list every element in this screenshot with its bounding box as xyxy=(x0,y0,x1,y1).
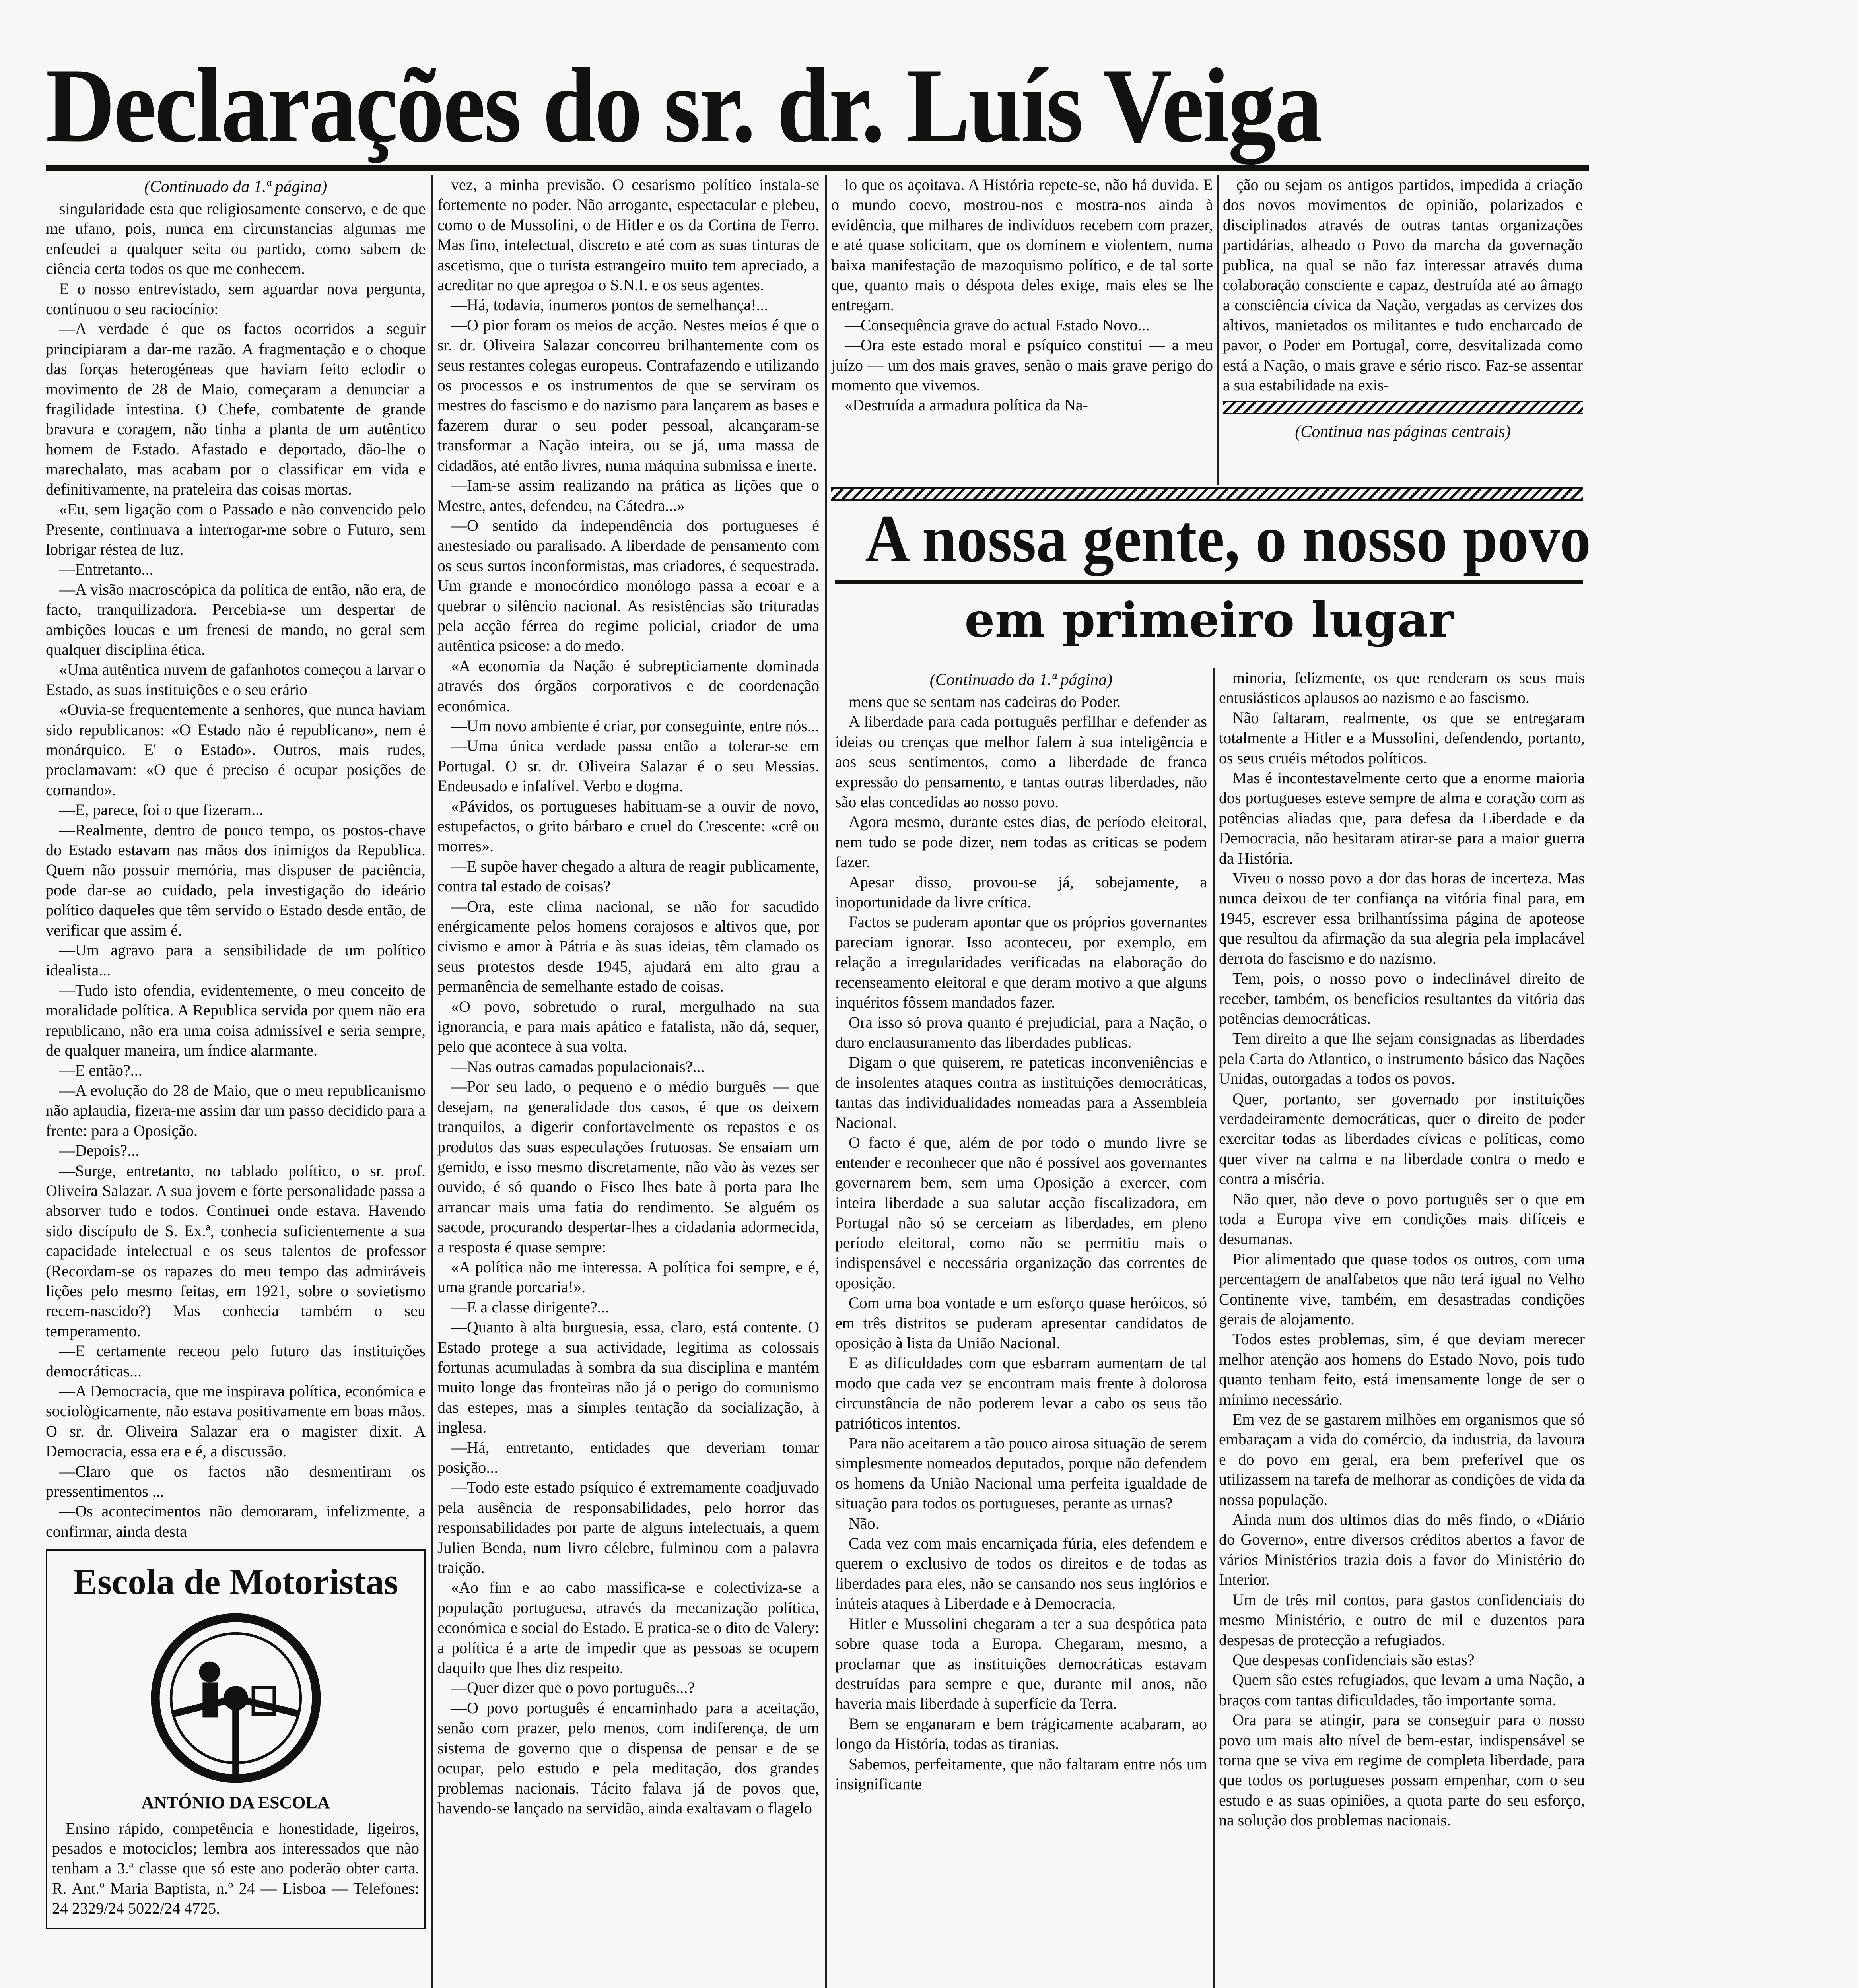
paragraph: Em vez de se gastarem milhões em organismos que só embaraçam a vida do comércio, da industria, da lavoura e do povo em geral, era bem preferível que os utilizassem na tarefa de melhorar as condições de vida da nossa população. xyxy=(1219,1410,1585,1508)
paragraph: —E a classe dirigente?... xyxy=(451,1298,609,1316)
paragraph: «Ao fim e ao cabo massifica-se e colectiviza-se a população portuguesa, através da mecanização política, económica e social do Estado. E pratica-se o dito de Valery: a política é a arte de impedir que as pessoas se ocupem daquilo que lhes diz respeito. xyxy=(437,1578,819,1677)
paragraph: —O sentido da independência dos portugueses é anestesiado ou paralisado. A liberdade de pensamento com os seus surtos inconformistas, mas criadores, é sequestrada. Um grande e monocórdico monólogo passa a ecoar e a quebrar o silêncio nacional. As resistências são trituradas pela acção férrea do regime policial, criador de uma autêntica psicose: a do medo. xyxy=(437,516,819,655)
paragraph: —Entretanto... xyxy=(59,560,154,579)
paragraph: mens que se sentam nas cadeiras do Poder. xyxy=(849,693,1121,711)
paragraph: «O povo, sobretudo o rural, mergulhado na sua ignorancia, e para mais apático e fatalista, não dá, sequer, pelo que acontece à sua volta. xyxy=(437,997,819,1056)
paragraph: Bem se enganaram e bem trágicamente acabaram, ao longo da História, todas as tiranias. xyxy=(835,1714,1207,1753)
col4-text xyxy=(1223,175,1583,395)
paragraph: «A economia da Nação é subrepticiamente dominada através dos órgãos corporativos e de coordenação económica. xyxy=(437,656,819,715)
paragraph: Factos se puderam apontar que os próprios governantes pareciam ignorar. Isso aconteceu, por exemplo, em relação a irregularidades verificadas na elaboração do recenseamento eleitoral e que deram motivo a que alguns inquéritos fôssem mandados fazer. xyxy=(835,913,1207,1011)
column-divider-4 xyxy=(1213,668,1215,1988)
paragraph: —Quanto à alta burguesia, essa, claro, está contente. O Estado protege a sua actividade, legitima as colossais fortunas acumuladas à sombra da sua disciplina e mantém muito longe das fronteiras não já o perigo do comunismo das estepes, mas a simples tentação da socialização, à inglesa. xyxy=(437,1318,819,1437)
paragraph: —Por seu lado, o pequeno e o médio burguês — que desejam, na generalidade dos casos, é que os deixem tranquilos, a digerir confortavelmente os repastos e os produtos das suas especulações frutuosas. Se ensaiam um gemido, e isso mesmo discretamente, não vão às vezes ser ouvido, é só quando o Fisco lhes bate à porta para lhe arrancar mais uma fatia do rendimento. Se alguém os sacode, procurando despertar-lhes a cidadania adormecida, a resposta é quase sempre: xyxy=(437,1077,819,1256)
paragraph: O facto é que, além de por todo o mundo livre se entender e reconhecer que não é possível aos governantes governarem bem, sem uma Oposição a exercer, com inteira liberdade a sua salutar acção fiscalizadora, em Portugal não só se cerceiam as liberdades, em pleno período eleitoral, como não se permitiu mais o indispensável e necessária organização das correntes de oposição. xyxy=(835,1133,1207,1292)
headline-rule xyxy=(46,165,1589,171)
paragraph: —Ora este estado moral e psíquico constitui — a meu juízo — um dos mais graves, senão o mais grave perigo do momento que vivemos. xyxy=(831,336,1213,394)
second-article-headline: A nossa gente, o nosso povo xyxy=(865,501,1591,576)
col6-text xyxy=(1219,668,1585,1831)
second-headline-rule xyxy=(835,580,1583,584)
paragraph: —Surge, entretanto, no tablado político, o sr. prof. Oliveira Salazar. A sua jovem e forte personalidade passa a absorver tudo e todos. Continuei onde estava. Havendo sido discípulo de S. Ex.ª, conhecia suficientemente a sua capacidade intelectual e os seus talentos de professor (Recordam-se os rapazes do meu tempo das admiráveis lições pelo mesmo feitas, em 1921, sobre o sovietismo recem-nascido?) Mas conhecia também o seu temperamento. xyxy=(46,1161,426,1340)
ad-text: Ensino rápido, competência e honestidade, ligeiros, pesados e motociclos; lembra aos interessados que não tenham a 3.ª classe que só este ano poderão obter carta. R. Ant.º Maria Baptista, n.º 24 — Lisboa — Telefones: 24 2329/24 5022/24 4725. xyxy=(52,1819,419,1918)
paragraph: «Uma autêntica nuvem de gafanhotos começou a larvar o Estado, as suas instituições e o seu erário xyxy=(46,660,426,699)
paragraph: «Destruída a armadura política da Na- xyxy=(845,396,1088,414)
advertisement xyxy=(46,1549,426,1929)
col5-text xyxy=(835,692,1207,1794)
article-column-1 xyxy=(46,175,426,1988)
paragraph: —Realmente, dentro de pouco tempo, os postos-chave do Estado estavam nas mãos dos inimigos da Republica. Quem não possuir memória, mas dispuser de paciência, pode dar-se ao cuidado, pela investigação do ideário político daqueles que têm servido o Estado desde então, de verificar que assim é. xyxy=(46,821,426,939)
continued-from-label: (Continuado da 1.ª página) xyxy=(144,178,327,196)
continued-to-label: (Continua nas páginas centrais) xyxy=(1295,423,1511,441)
continued-from-label-2: (Continuado da 1.ª página) xyxy=(929,671,1113,689)
paragraph: minoria, felizmente, os que renderam os seus mais entusiásticos aplausos ao nazismo e ao fascismo. xyxy=(1219,669,1585,707)
paragraph: Pior alimentado que quase todos os outros, com uma percentagem de analfabetos que não terá igual no Velho Continente vive, também, em desastradas condições gerais de alojamento. xyxy=(1219,1250,1585,1328)
paragraph: Não. xyxy=(849,1514,879,1532)
second-article-subheadline: em primeiro lugar xyxy=(964,592,1454,648)
paragraph: Apesar disso, provou-se já, sobejamente, a inoportunidade da livre crítica. xyxy=(835,873,1207,911)
paragraph: —O pior foram os meios de acção. Nestes meios é que o sr. dr. Oliveira Salazar concorreu brilhantemente com os seus restantes colegas europeus. Contrafazendo e utilizando os processos e os instrumentos de que se serviram os mestres do fascismo e do nazismo para lançarem as bases e fazerem durar o seu poder pessoal, alcançaram-se transformar a Nação inteira, ou se já, uma massa de cidadãos, até então livres, numa máquina submissa e inerte. xyxy=(437,316,819,474)
paragraph: Quer, portanto, ser governado por instituições verdadeiramente democráticas, quer o direito de poder exercitar todas as liberdades cívicas e políticas, como quer viver na calma e na liberdade contra o medo e contra a miséria. xyxy=(1219,1089,1585,1188)
paragraph: Tem, pois, o nosso povo o indeclinável direito de receber, também, os beneficios resultantes da vitória das potências democráticas. xyxy=(1219,969,1585,1027)
paragraph: —Iam-se assim realizando na prática as lições que o Mestre, antes, defendeu, na Cátedra...» xyxy=(437,476,819,514)
paragraph: Ainda num dos ultimos dias do mês findo, o «Diário do Governo», entre diversos créditos abertos a favor de vários Ministérios trazia dois a favor do Ministério do Interior. xyxy=(1219,1510,1585,1589)
article-separator xyxy=(831,487,1583,501)
paragraph: E o nosso entrevistado, sem aguardar nova pergunta, continuou o seu raciocínio: xyxy=(46,280,426,318)
column-divider-1 xyxy=(431,175,433,1988)
paragraph: Não faltaram, realmente, os que se entregaram totalmente a Hitler e a Mussolini, defendendo, portanto, os seus cruéis métodos políticos. xyxy=(1219,709,1585,767)
paragraph: —A verdade é que os factos ocorridos a seguir principiaram a dar-me razão. A fragmentação e o choque das forças heterogéneas que haviam feito eclodir o movimento de 28 de Maio, começaram a denunciar a fragilidade intestina. O Chefe, combatente de grande bravura e coragem, não tinha a planta de um autêntico homem de Estado. Afastado e deportado, dão-lhe o marechalato, mas acabam por o classificar em vida e definitivamente, na prateleira das coisas mortas. xyxy=(46,320,426,498)
paragraph: —Consequência grave do actual Estado Novo... xyxy=(845,316,1150,334)
article-column-4 xyxy=(1223,175,1583,493)
paragraph: —Um novo ambiente é criar, por conseguinte, entre nós... xyxy=(451,716,819,735)
paragraph: —O povo português é encaminhado para a aceitação, senão com prazer, pelo menos, com indiferença, de um sistema de governo que o dispensa de pensar e de se ocupar, pelo estudo e pela meditação, dos grandes problemas nacionais. Tácito falava já de povos que, havendo-se lançado na servidão, ainda exaltavam o flagelo xyxy=(437,1699,819,1817)
paragraph: —Há, todavia, inumeros pontos de semelhança!... xyxy=(451,296,768,314)
paragraph: Com uma boa vontade e um esforço quase heróicos, só em três distritos se puderam apresentar candidatos de oposição à lista da União Nacional. xyxy=(835,1294,1207,1352)
paragraph: E as dificuldades com que esbarram aumentam de tal modo que cada vez se encontram mais frente à dolorosa circunstância de não poderem levar a cabo os seus tão patrióticos intentos. xyxy=(835,1354,1207,1432)
paragraph: —Quer dizer que o povo português...? xyxy=(451,1679,695,1697)
paragraph: Viveu o nosso povo a dor das horas de incerteza. Mas nunca deixou de ter confiança na vitória final para, em 1945, escrever essa brilhantíssima página de apoteose que resultou da afirmação da sua alegria pela implacável derrota do fascismo e do nazismo. xyxy=(1219,869,1585,967)
paragraph: —Claro que os factos não desmentiram os pressentimentos ... xyxy=(46,1462,426,1500)
paragraph: —E então?... xyxy=(59,1061,142,1079)
ad-advertiser-name: ANTÓNIO DA ESCOLA xyxy=(141,1793,330,1813)
paragraph: Agora mesmo, durante estes dias, de período eleitoral, nem tudo se pode dizer, nem todas as criticas se podem fazer. xyxy=(835,813,1207,871)
column-divider-2 xyxy=(825,175,827,1988)
paragraph: —Os acontecimentos não demoraram, infelizmente, a confirmar, ainda desta xyxy=(46,1502,426,1540)
article-column-5 xyxy=(835,668,1207,1988)
paragraph: —Depois?... xyxy=(59,1142,140,1160)
paragraph: —E supõe haver chegado a altura de reagir publicamente, contra tal estado de coisas? xyxy=(437,857,819,895)
col1-text xyxy=(46,199,426,1541)
paragraph: lo que os açoitava. A História repete-se, não há duvida. E o mundo coevo, mostrou-nos e mostra-nos ainda à evidência, que milhares de indivíduos recebem com prazer, e até quase solicitam, que os dominem e violentem, numa baixa manifestação de mazoquismo político, e de tal sorte que, quanto mais o déspota deles exige, mais eles se lhe entregam. xyxy=(831,176,1213,314)
paragraph: «Eu, sem ligação com o Passado e não convencido pelo Presente, continuava a interrogar-me sobre o Futuro, sem lobrigar réstea de luz. xyxy=(46,500,426,558)
paragraph: —Nas outras camadas populacionais?... xyxy=(451,1057,705,1076)
paragraph: Não quer, não deve o povo português ser o que em toda a Europa vive em condições mais difíceis e desumanas. xyxy=(1219,1190,1585,1248)
article-column-2 xyxy=(437,175,819,1988)
paragraph: Sabemos, perfeitamente, que não faltaram entre nós um insignificante xyxy=(835,1755,1207,1793)
paragraph: Todos estes problemas, sim, é que deviam merecer melhor atenção aos homens do Estado Novo, pois tudo quanto tenham feito, está imensamente longe de ser o mínimo necessário. xyxy=(1219,1330,1585,1408)
paragraph: Quem são estes refugiados, que levam a uma Nação, a braços com tantas dificuldades, tão importante soma. xyxy=(1219,1671,1585,1709)
paragraph: A liberdade para cada português perfilhar e defender as ideias ou crenças que melhor falem à sua inteligência e aos seus sentimentos, como a liberdade de franca expressão do pensamento, e tantas outras liberdades, não são elas concedidas ao nosso povo. xyxy=(835,712,1207,811)
paragraph: Hitler e Mussolini chegaram a ter a sua despótica pata sobre quase toda a Europa. Chegaram, mesmo, a proclamar que as instituições democráticas estavam destruídas para sempre e que, durante mil anos, não haveria mais liberdade à superfície da Terra. xyxy=(835,1614,1207,1713)
ad-title: Escola de Motoristas xyxy=(73,1561,398,1602)
paragraph: —A visão macroscópica da política de então, não era, de facto, tranquilizadora. Percebia-se um despertar de ambições loucas e um frenesi de mando, no geral sem qualquer disciplina ética. xyxy=(46,580,426,658)
paragraph: Ora para se atingir, para se conseguir para o nosso povo um mais alto nível de bem-estar, indispensável se torna que se viva em regime de completa liberdade, para que todos os portugueses possam empenhar, com o seu estudo e as suas opiniões, a quota parte do seu esforço, na solução dos problemas nacionais. xyxy=(1219,1711,1585,1829)
paragraph: Mas é incontestavelmente certo que a enorme maioria dos portugueses esteve sempre de alma e coração com as potências aliadas que, para defesa da Liberdade e da Democracia, não hesitaram atirar-se para a maior guerra da História. xyxy=(1219,769,1585,867)
paragraph: —A Democracia, que me inspirava política, económica e sociològicamente, não estava positivamente em boas mãos. O sr. dr. Oliveira Salazar era o magister dixit. A Democracia, essa era e é, a discussão. xyxy=(46,1382,426,1460)
paragraph: —Há, entretanto, entidades que deveriam tomar posição... xyxy=(437,1438,819,1476)
paragraph: —E, parece, foi o que fizeram... xyxy=(59,801,264,819)
col3-text xyxy=(831,175,1213,415)
column-divider-3 xyxy=(1217,175,1219,485)
paragraph: singularidade esta que religiosamente conservo, e de que me ufano, pois, nunca em circunstancias algumas me enfeudei a qualquer seita ou partido, como sabem de ciência certa todos os que me conhecem. xyxy=(46,200,426,278)
paragraph: Tem direito a que lhe sejam consignadas as liberdades pela Carta do Atlantico, o instrumento básico das Nações Unidas, outorgadas a todos os povos. xyxy=(1219,1029,1585,1088)
paragraph: —Tudo isto ofendia, evidentemente, o meu conceito de moralidade política. A Republica servida por quem não era republicano, não era uma coisa admissível e seria sempre, de qualquer maneira, um índice alarmante. xyxy=(46,981,426,1060)
paragraph: Que despesas confidenciais são estas? xyxy=(1232,1650,1475,1669)
paragraph: Para não aceitarem a tão pouco airosa situação de serem simplesmente nomeados deputados, porque não defendem os homens da União Nacional uma perfeita igualdade de situação para todos os portugueses, perante as urnas? xyxy=(835,1434,1207,1512)
paragraph: «A política não me interessa. A política foi sempre, e é, uma grande porcaria!». xyxy=(437,1258,819,1296)
paragraph: Ora isso só prova quanto é prejudicial, para a Nação, o duro enclausuramento das liberdades publicas. xyxy=(835,1013,1207,1051)
paragraph: Cada vez com mais encarniçada fúria, eles defendem e querem o exclusivo de todos os direitos e de todas as liberdades para eles, não se cansando nos seus inglórios e inúteis ataques à Liberdade e à Democracia. xyxy=(835,1534,1207,1613)
paragraph: «Ouvia-se frequentemente a senhores, que nunca haviam sido republicanos: «O Estado não é republicano», nem é monárquico. E' o Estado». Outros, mais rudes, proclamavam: «O que é preciso é ocupar posições de comando». xyxy=(46,701,426,799)
paragraph: «Pávidos, os portugueses habituam-se a ouvir de novo, estupefactos, o grito bárbaro e cruel do Crescente: «crê ou morres». xyxy=(437,797,819,855)
paragraph: —Ora, este clima nacional, se não for sacudido enérgicamente pelos homens corajosos e altivos que, por civismo e amor à Pátria e às suas ideias, têm clamado os seus protestos desde 1945, ajudará em alto grau a permanência de semelhante estado de coisas. xyxy=(437,897,819,996)
paragraph: vez, a minha previsão. O cesarismo político instala-se fortemente no poder. Não arrogante, espectacular e plebeu, como o de Mussolini, o de Hitler e os da Cortina de Ferro. Mas fino, intelectual, discreto e até com as suas tinturas de ascetismo, que o turista estrangeiro muito tem apreciado, a acreditar no que apregoa o S.N.I. e os seus agentes. xyxy=(437,176,819,294)
paragraph: —A evolução do 28 de Maio, que o meu republicanismo não aplaudia, fizera-me assim dar um passo decidido para a frente: para a Oposição. xyxy=(46,1081,426,1140)
article-column-6 xyxy=(1219,668,1585,1988)
article-column-3 xyxy=(831,175,1213,485)
steering-wheel-illustration xyxy=(148,1611,323,1786)
decorative-rule xyxy=(1223,401,1583,414)
paragraph: Digam o que quiserem, re pateticas inconveniências e de insolentes ataques contra as instituições democráticas, tantas das individualidades nomeadas para a Assembleia Nacional. xyxy=(835,1053,1207,1132)
main-headline: Declarações do sr. dr. Luís Veiga xyxy=(46,46,1321,164)
paragraph: —Uma única verdade passa então a tolerar-se em Portugal. O sr. dr. Oliveira Salazar é o seu Messias. Endeusado e infalível. Verbo e dogma. xyxy=(437,737,819,795)
col2-text xyxy=(437,175,819,1818)
paragraph: ção ou sejam os antigos partidos, impedida a criação dos novos movimentos de opinião, polarizados e disciplinados através de outras tantas organizações partidárias, alheado o Povo da marcha da governação publica, na qual se não faz interessar através duma colaboração consciente e capaz, destruída até ao âmago a consciência cívica da Nação, vergadas as cervizes dos altivos, manietados os militantes e tudo encharcado de pavor, o Poder em Portugal, corre, desvitalizada como está a Nação, o mais grave e sério risco. Faz-se assentar a sua estabilidade na exis- xyxy=(1223,176,1583,394)
paragraph: —Um agravo para a sensibilidade de um político idealista... xyxy=(46,941,426,979)
paragraph: —E certamente receou pelo futuro das instituições democráticas... xyxy=(46,1342,426,1380)
paragraph: Um de três mil contos, para gastos confidenciais do mesmo Ministério, e outro de mil e duzentos para despesas de protecção a refugiados. xyxy=(1219,1590,1585,1649)
paragraph: —Todo este estado psíquico é extremamente coadjuvado pela ausência de responsabilidades, pelo horror das responsabilidades por parte de alguns intelectuais, a quem Julien Benda, num livro célebre, fulminou com a palavra traição. xyxy=(437,1478,819,1577)
